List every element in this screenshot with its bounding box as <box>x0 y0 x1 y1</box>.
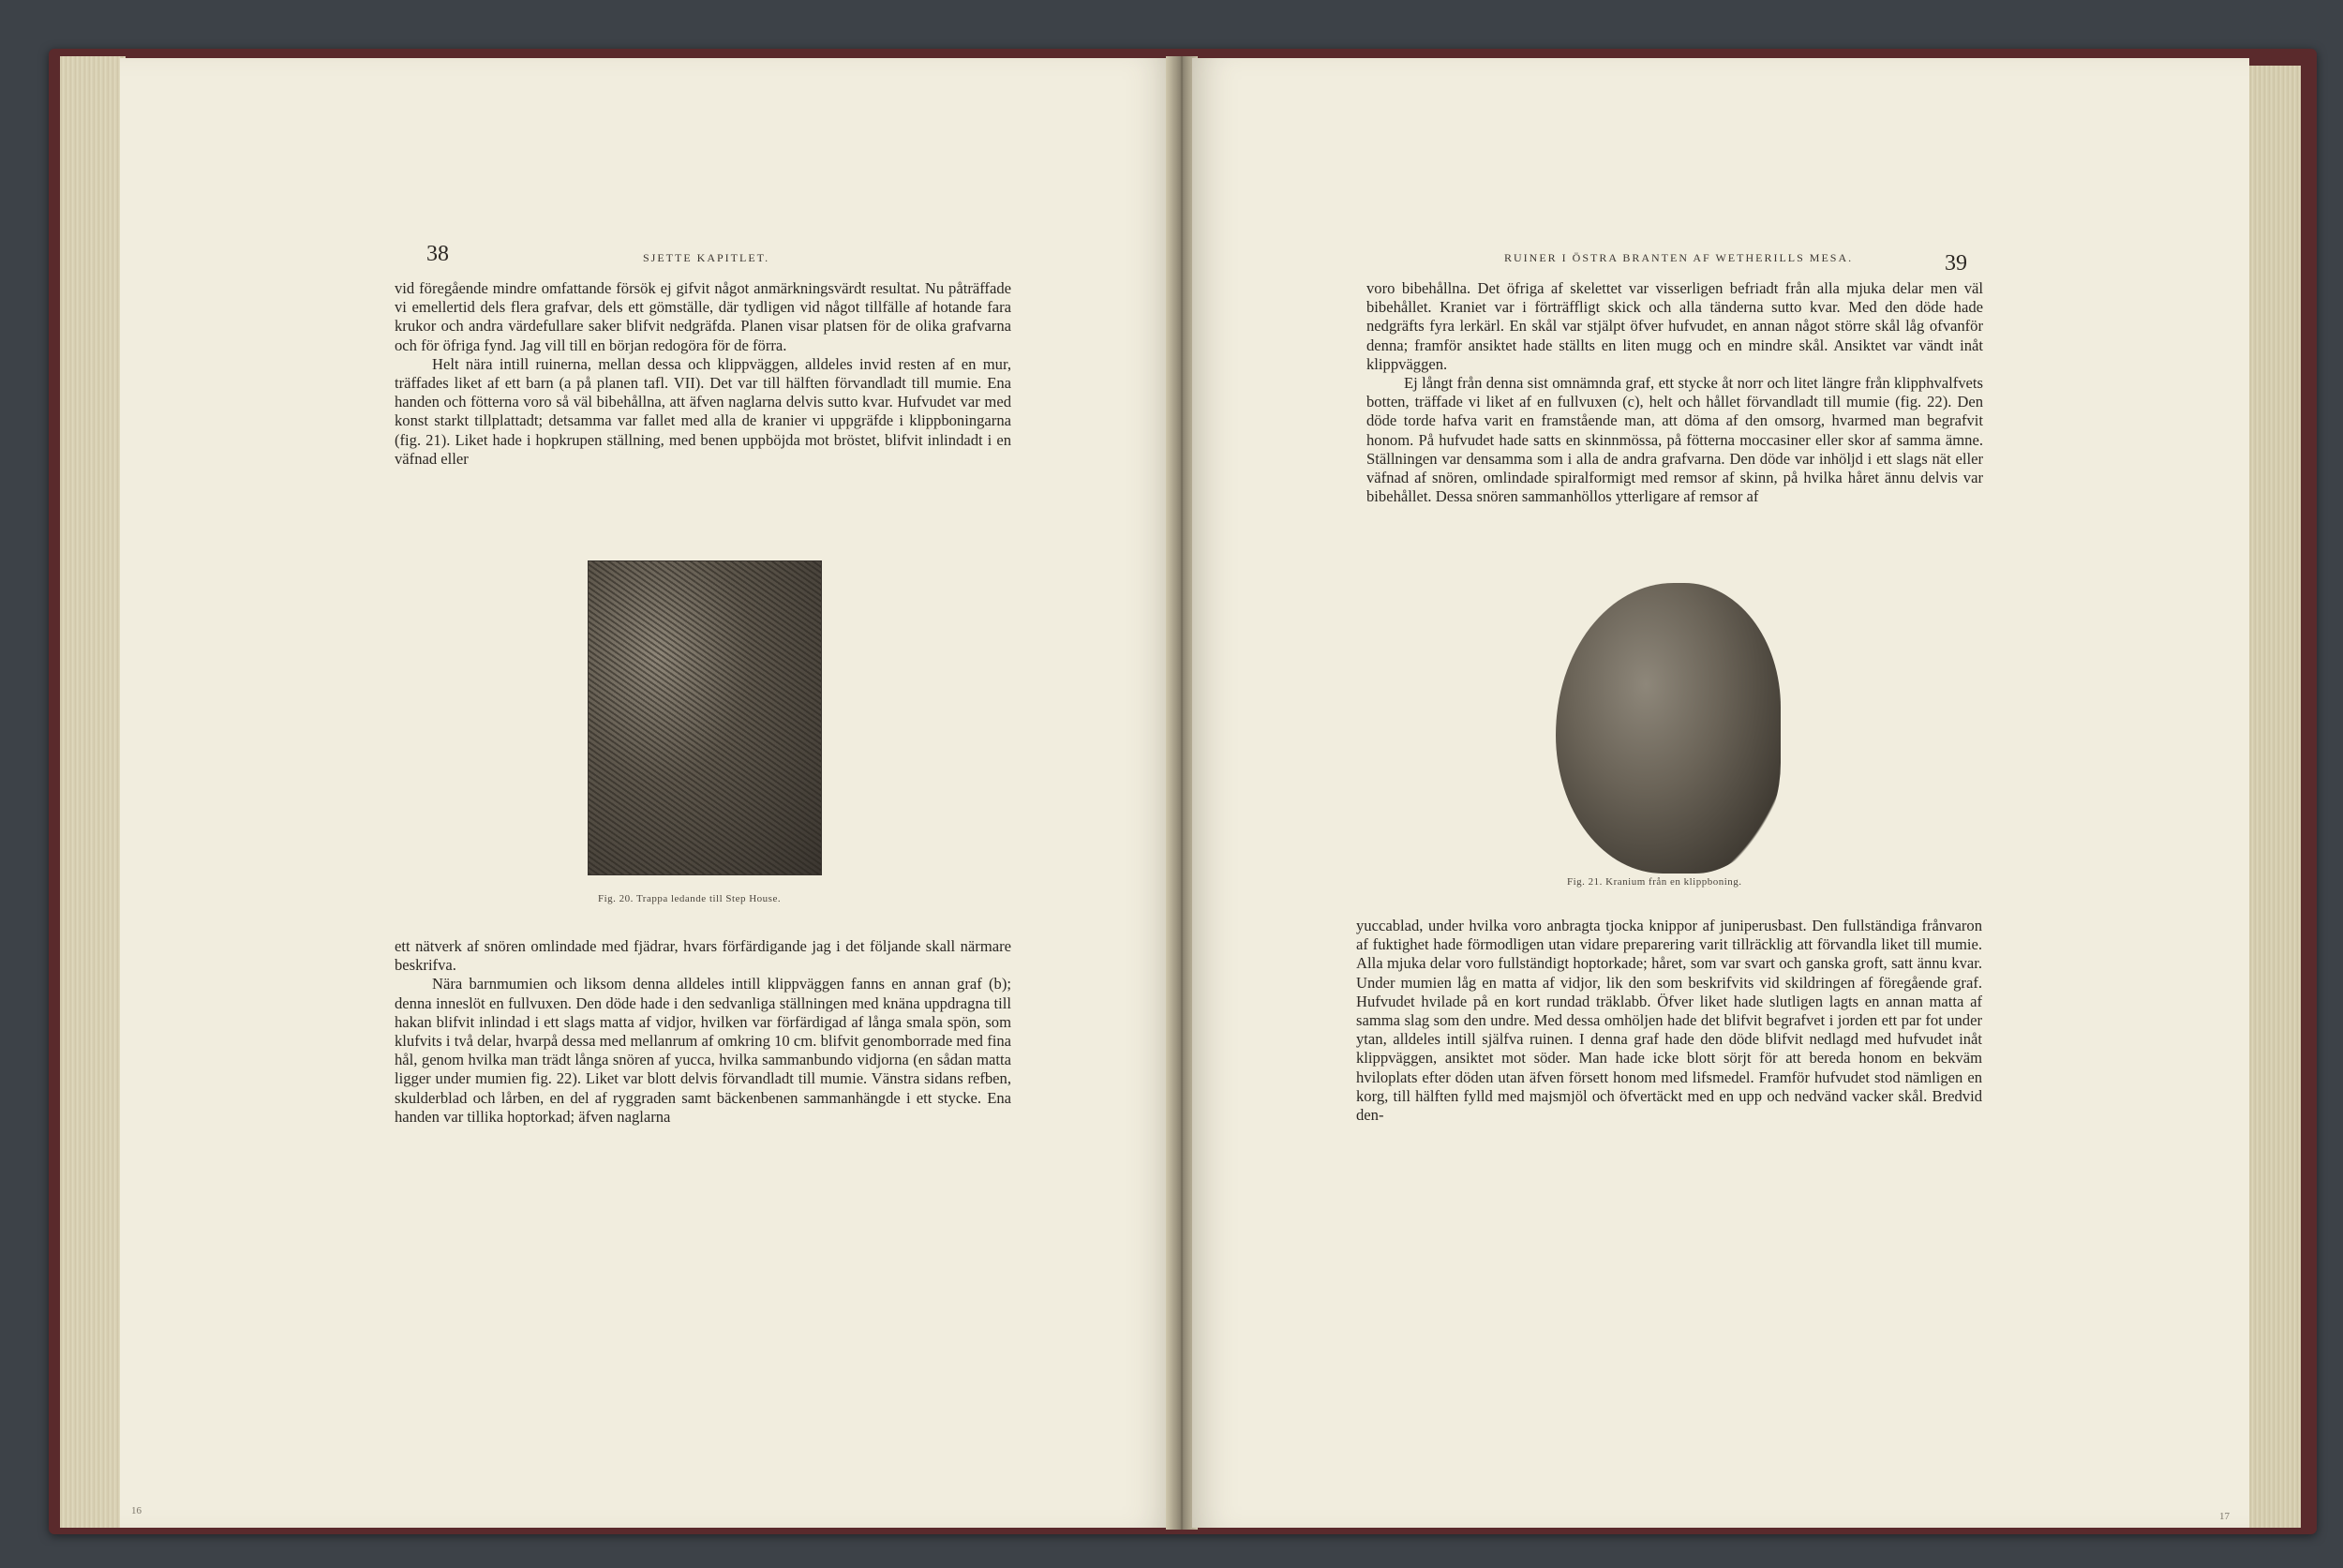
right-paragraph-1: voro bibehållna. Det öfriga af skelettet var visserligen befriadt från alla mjuka delar men väl bibehållet. Kraniet var i förträffligt skick och alla tänderna sutto kvar. Med den döde hade nedgräfts fyra lerkärl. En skål var stjälpt öfver hufvudet, en annan något större skål låg ofvanför denna; framför ansiktet hade ställts en liten mugg och en mindre skål. Ansiktet var vändt inåt klippväggen. <box>1366 279 1983 373</box>
right-page-number: 39 <box>1945 251 1967 276</box>
left-text-bottom <box>395 937 1011 1127</box>
right-text-top <box>1366 279 1983 506</box>
right-figure-caption: Fig. 21. Kranium från en klippboning. <box>1567 876 1742 888</box>
right-corner-mark: 17 <box>2219 1511 2230 1522</box>
right-paragraph-3: yuccablad, under hvilka voro anbragta tjocka knippor af juniperusbast. Den fullständiga frånvaron af fuktighet hade förmodligen utan vidare preparering varit tillräcklig att förvandla liket till mumie. Alla mjuka delar voro fullständigt hoptorkade; håret, som var svart och ganska groft, satt ännu kvar. Under mumien låg en matta af vidjor, lik den som beskrifvits vid skildringen af föregående graf. Hufvudet hvilade på en kort rundad träklabb. Öfver liket hade slutligen lagts en annan matta af samma slag som den undre. Med dessa omhöljen hade det blifvit begrafvet i jorden ett par fot under ytan, alldeles intill själfva ruinen. I denna graf hade den döde blifvit nedlagd med hufvudet inåt klippväggen, ansiktet mot söder. Man hade icke blott sörjt för att bereda honom en bekväm hviloplats efter döden utan äfven försett honom med lifsmedel. Framför hufvudet stod nämligen en korg, till hälften fylld med majsmjöl och öfvertäckt med en upp och nedvänd vacker skål. Bredvid den- <box>1356 917 1982 1125</box>
left-paragraph-1: vid föregående mindre omfattande försök ej gifvit något anmärkningsvärdt resultat. Nu påträffade vi emellertid dels flera grafvar, dels ett gömställe, där tydligen vid något tillfälle af hotande fara krukor och andra värdefullare saker blifvit nedgräfda. Planen visar platsen för de olika grafvarna och för öfriga fynd. Jag vill till en början redogöra för de förra. <box>395 279 1011 354</box>
page-edges-left <box>60 56 126 1528</box>
right-running-head: RUINER I ÖSTRA BRANTEN AF WETHERILLS MESA. <box>1504 251 1854 264</box>
left-paragraph-3: ett nätverk af snören omlindade med fjädrar, hvars förfärdigande jag i det följande skall närmare beskrifva. <box>395 937 1011 975</box>
left-running-head: SJETTE KAPITLET. <box>643 251 770 264</box>
right-paragraph-2: Ej långt från denna sist omnämnda graf, ett stycke åt norr och litet längre från klipphvalfvets botten, träffade vi liket af en fullvuxen (c), helt och hållet förvandladt till mumie (fig. 22). Den döde torde hafva varit en framstående man, att döma af den omsorg, hvarmed man begrafvit honom. På hufvudet hade satts en skinnmössa, på fötterna moccasiner eller skor af samma ämne. Ställningen var densamma som i alla de andra grafvarna. Den döde var inhöljd i ett slags nät eller väfnad af snören, omlindade spiralformigt med remsor af skinn, på hvilka håret ännu delvis var bibehållet. Dessa snören sammanhöllos ytterligare af remsor af <box>1366 374 1983 506</box>
figure-step-house-stairs <box>588 560 822 875</box>
left-page-number: 38 <box>426 242 449 266</box>
page-edges-right <box>2245 66 2301 1528</box>
left-paragraph-2: Helt nära intill ruinerna, mellan dessa och klippväggen, alldeles invid resten af en mur, träffades liket af ett barn (a på planen tafl. VII). Det var till hälften förvandladt till mumie. Ena handen och fötterna voro så väl bibehållna, att äfven naglarna delvis sutto kvar. Hufvudet var med konst starkt tillplattadt; detsamma var fallet med alla de kranier vi uppgräfde i klippboningarna (fig. 21). Liket hade i hopkrupen ställning, med benen uppböjda mot bröstet, blifvit inlindadt i en väfnad eller <box>395 354 1011 468</box>
right-text-bottom <box>1356 917 1982 1125</box>
figure-skull <box>1556 583 1781 874</box>
left-text-top <box>395 279 1011 469</box>
left-paragraph-4: Nära barnmumien och liksom denna alldeles intill klippväggen fanns en annan graf (b); denna inneslöt en fullvuxen. Den döde hade i den sedvanliga ställningen med knäna uppdragna till hakan blifvit inlindad i ett slags matta af vidjor, hvilken var förfärdigad af långa smala spön, som klufvits i två delar, hvarpå dessa med mellanrum af omkring 10 cm. blifvit genomborrade med fina hål, genom hvilka man trädt långa snören af yucca, hvilka sammanbundo vidjorna (en sådan matta ligger under mumien fig. 22). Liket var blott delvis förvandladt till mumie. Vänstra sidans refben, skulderblad och lårben, en del af ryggraden samt bäckenbenen sammanhängde i ett stycke. Ena handen var tillika hoptorkad; äfven naglarna <box>395 975 1011 1126</box>
left-figure-caption: Fig. 20. Trappa ledande till Step House. <box>598 893 782 904</box>
left-corner-mark: 16 <box>131 1505 142 1516</box>
